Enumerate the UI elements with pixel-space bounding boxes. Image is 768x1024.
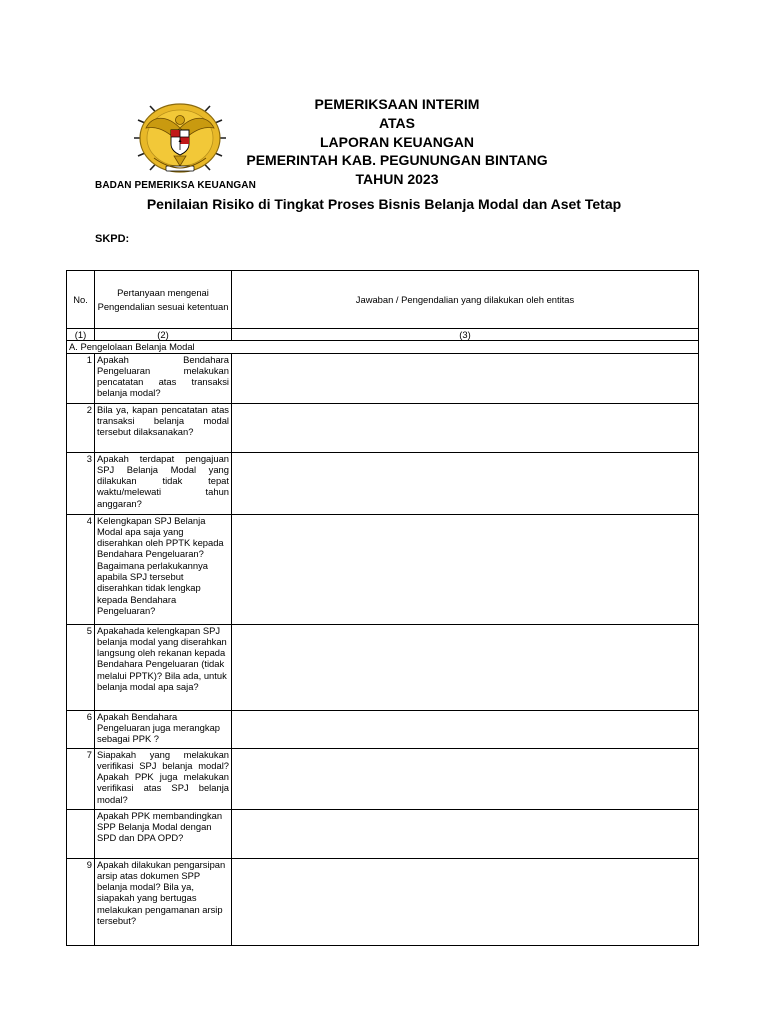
row-number: 7 bbox=[67, 748, 95, 809]
table-row bbox=[67, 514, 699, 624]
column-number-row bbox=[67, 329, 699, 341]
document-title bbox=[230, 95, 564, 189]
column-number-2: (2) bbox=[95, 329, 232, 341]
title-line-4: PEMERINTAH KAB. PEGUNUNGAN BINTANG bbox=[246, 152, 548, 169]
row-question: Apakah dilakukan pengarsipan arsip atas dokumen SPP belanja modal? Bila ya, siapakah yang bertugas melakukan pengamanan arsip tersebut? bbox=[95, 858, 232, 945]
row-question: Apakah Bendahara Pengeluaran juga merangkap sebagai PPK ? bbox=[95, 710, 232, 748]
bpk-garuda-logo bbox=[128, 98, 232, 178]
table-row bbox=[67, 353, 699, 403]
table-row bbox=[67, 624, 699, 710]
row-number: 5 bbox=[67, 624, 95, 710]
table-row bbox=[67, 403, 699, 452]
document-subtitle: Penilaian Risiko di Tingkat Proses Bisnis Belanja Modal dan Aset Tetap bbox=[146, 196, 622, 212]
column-header-no: No. bbox=[67, 271, 95, 329]
risk-assessment-table bbox=[66, 270, 699, 946]
title-line-3: LAPORAN KEUANGAN bbox=[320, 133, 474, 150]
title-line-2: ATAS bbox=[378, 114, 416, 131]
column-number-1: (1) bbox=[67, 329, 95, 341]
row-question: Kelengkapan SPJ Belanja Modal apa saja yang diserahkan oleh PPTK kepada Bendahara Pengeluaran? Bagaimana perlakukannya apabila SPJ tersebut diserahkan tidak lengkap kepada Bendahara Pengeluaran? bbox=[95, 514, 232, 624]
row-number: 9 bbox=[67, 858, 95, 945]
row-question: Siapakah yang melakukan verifikasi SPJ belanja modal? Apakah PPK juga melakukan verifikasi atas SPJ belanja modal? bbox=[95, 748, 232, 809]
table-row bbox=[67, 809, 699, 858]
row-question: Apakah terdapat pengajuan SPJ Belanja Modal yang dilakukan tidak tepat waktu/melewati tahun anggaran? bbox=[95, 452, 232, 514]
row-number bbox=[67, 809, 95, 858]
row-answer[interactable] bbox=[232, 710, 699, 748]
row-answer[interactable] bbox=[232, 403, 699, 452]
column-header-question: Pertanyaan mengenai Pengendalian sesuai ketentuan bbox=[95, 271, 232, 329]
table-row bbox=[67, 748, 699, 809]
row-answer[interactable] bbox=[232, 514, 699, 624]
title-line-5: TAHUN 2023 bbox=[355, 171, 439, 188]
row-answer[interactable] bbox=[232, 858, 699, 945]
row-answer[interactable] bbox=[232, 353, 699, 403]
section-title: A. Pengelolaan Belanja Modal bbox=[67, 341, 699, 353]
organization-name: BADAN PEMERIKSA KEUANGAN bbox=[95, 180, 256, 191]
row-question: Apakahada kelengkapan SPJ belanja modal yang diserahkan langsung oleh rekanan kepada Bendahara Pengeluaran (tidak melalui PPTK)? Bila ada, untuk belanja modal apa saja? bbox=[95, 624, 232, 710]
column-header-answer: Jawaban / Pengendalian yang dilakukan oleh entitas bbox=[232, 271, 699, 329]
row-number: 6 bbox=[67, 710, 95, 748]
row-question: Apakah Bendahara Pengeluaran melakukan pencatatan atas transaksi belanja modal? bbox=[95, 353, 232, 403]
section-row bbox=[67, 341, 699, 353]
row-question: Apakah PPK membandingkan SPP Belanja Modal dengan SPD dan DPA OPD? bbox=[95, 809, 232, 858]
row-number: 1 bbox=[67, 353, 95, 403]
row-question: Bila ya, kapan pencatatan atas transaksi belanja modal tersebut dilaksanakan? bbox=[95, 403, 232, 452]
row-answer[interactable] bbox=[232, 452, 699, 514]
row-number: 3 bbox=[67, 452, 95, 514]
column-number-3: (3) bbox=[232, 329, 699, 341]
row-answer[interactable] bbox=[232, 809, 699, 858]
row-number: 4 bbox=[67, 514, 95, 624]
row-answer[interactable] bbox=[232, 748, 699, 809]
table-row bbox=[67, 452, 699, 514]
table-row bbox=[67, 710, 699, 748]
title-line-1: PEMERIKSAAN INTERIM bbox=[314, 96, 480, 112]
table-header-row bbox=[67, 271, 699, 329]
row-number: 2 bbox=[67, 403, 95, 452]
skpd-label: SKPD: bbox=[95, 233, 130, 245]
row-answer[interactable] bbox=[232, 624, 699, 710]
table-row bbox=[67, 858, 699, 945]
